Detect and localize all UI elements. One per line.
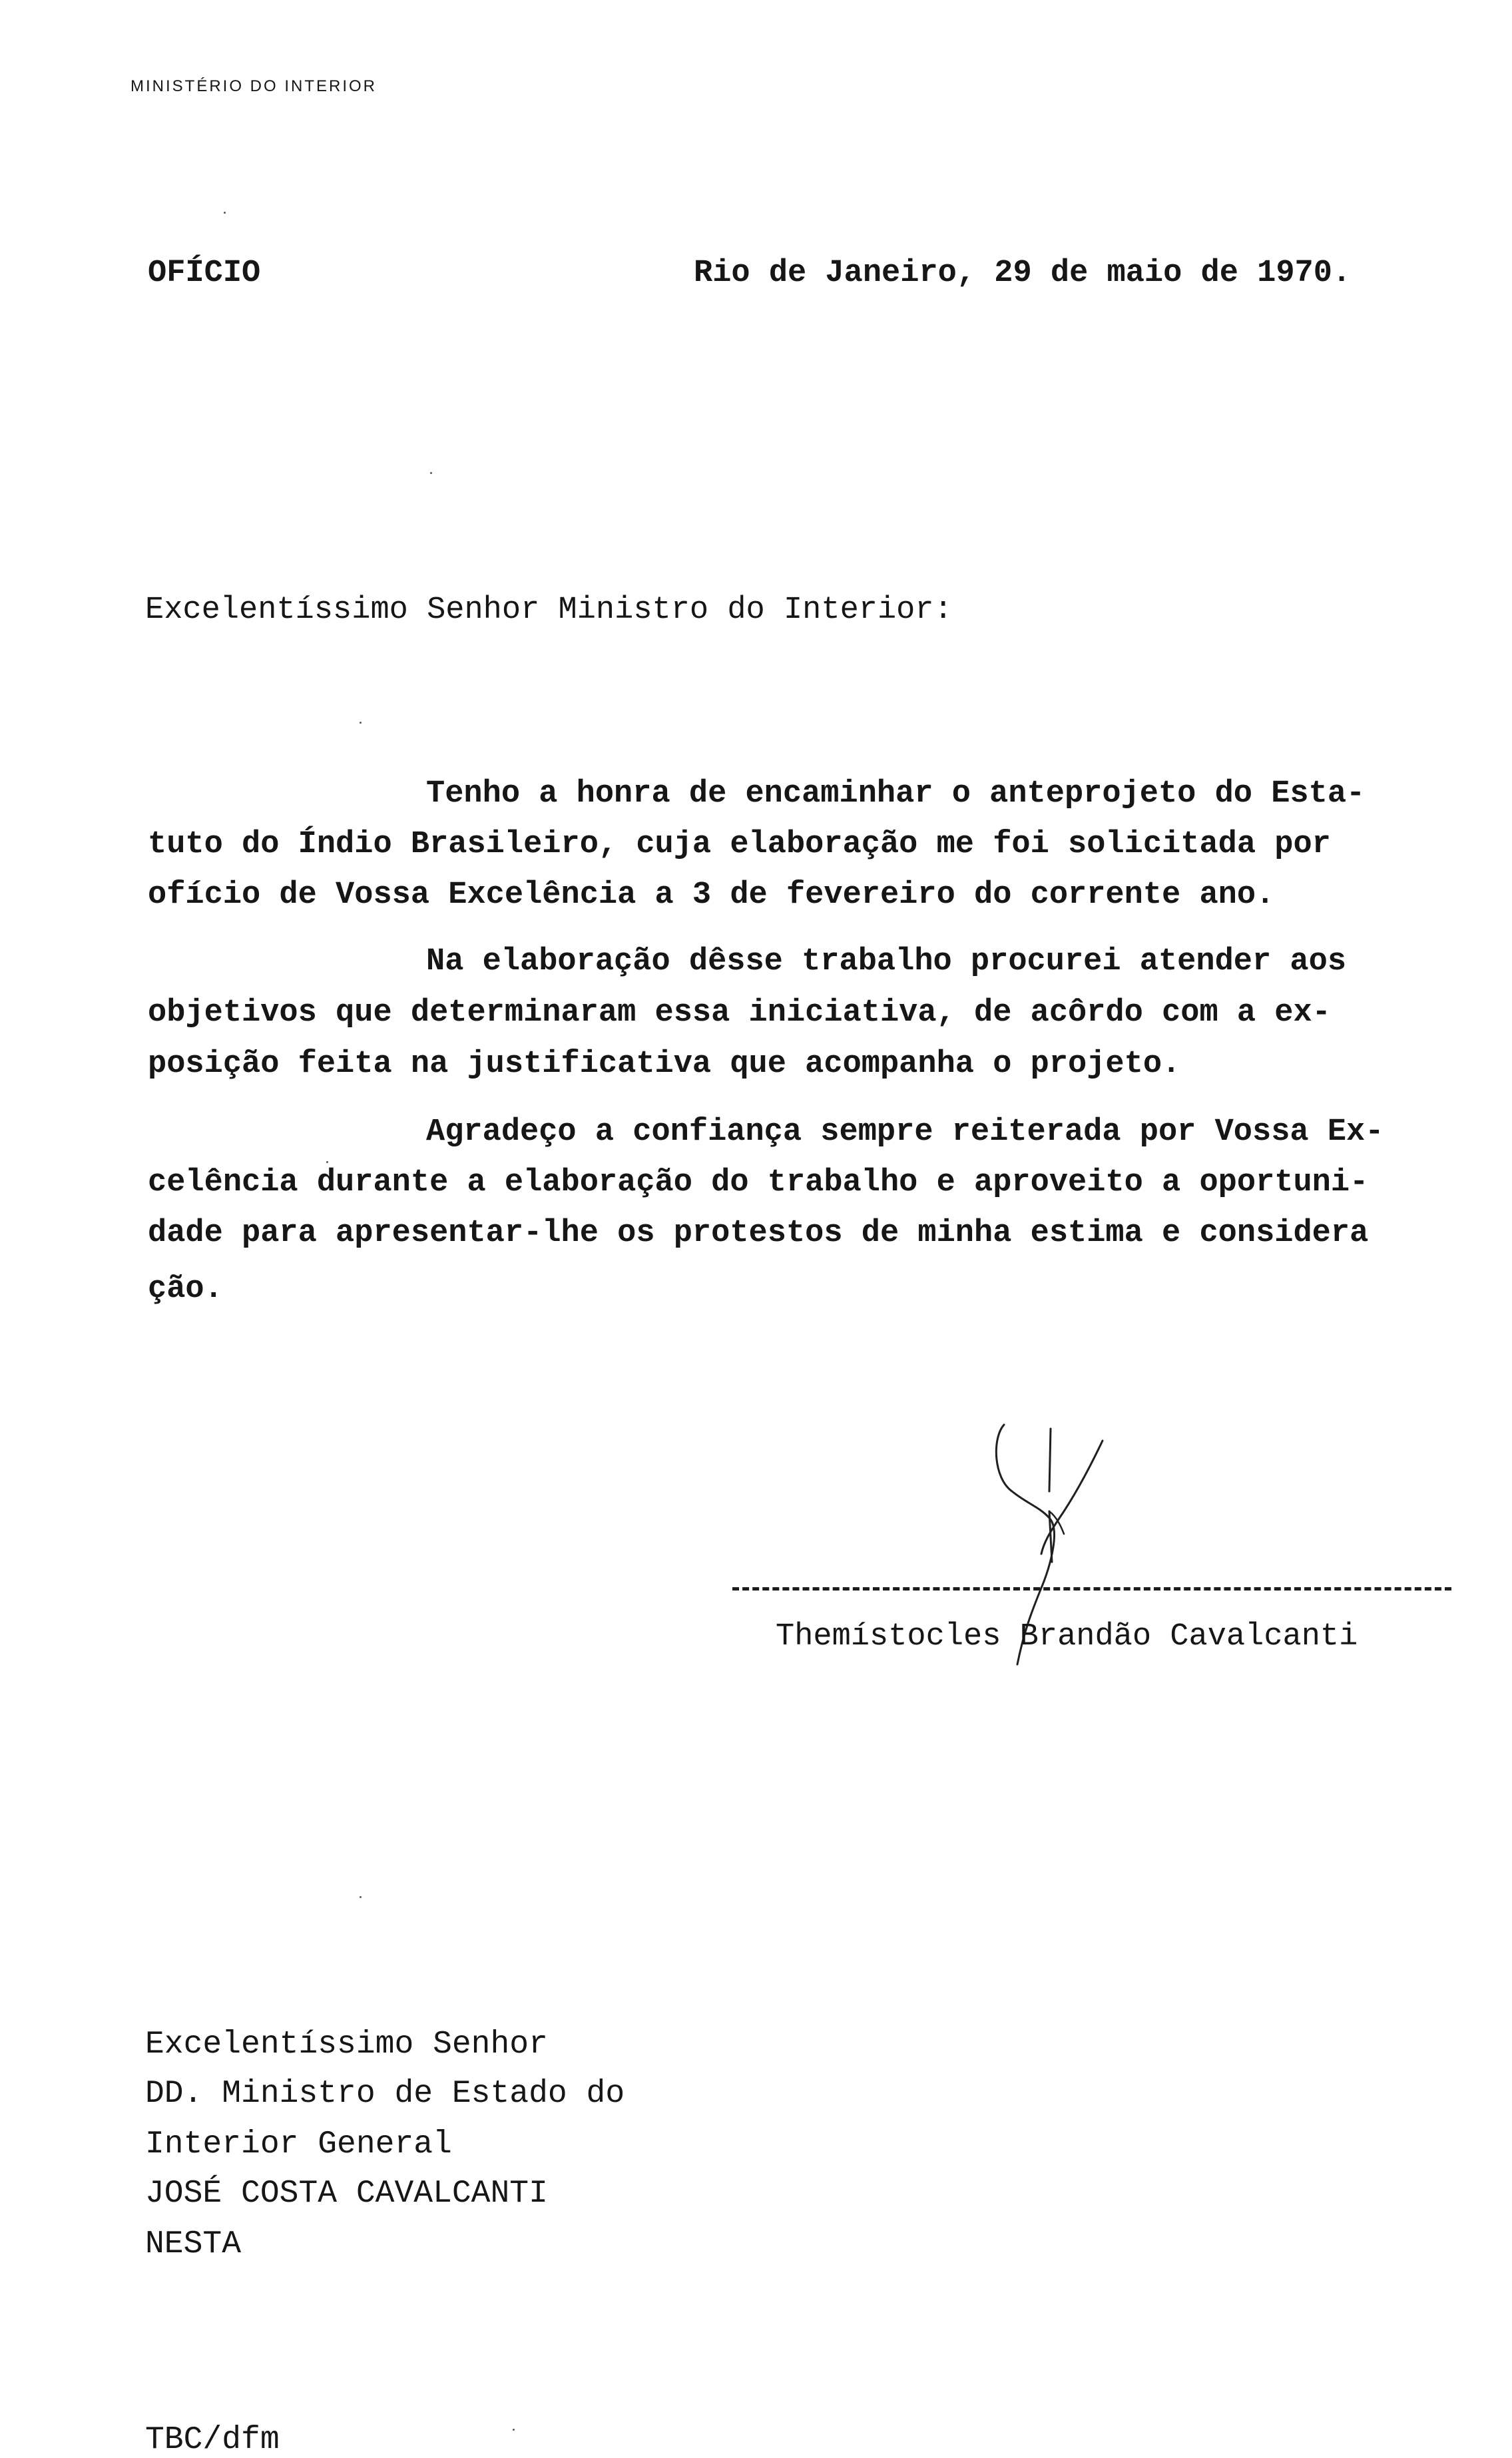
paragraph-line: Agradeço a confiança sempre reiterada por Vossa Ex- [426,1114,1384,1150]
paragraph-line: objetivos que determinaram essa iniciativa, de acôrdo com a ex- [148,995,1331,1031]
scan-speck [513,2429,515,2431]
scan-speck [430,472,432,474]
paragraph-line: dade para apresentar-lhe os protestos de minha estima e considera [148,1216,1369,1251]
paragraph-line: celência durante a elaboração do trabalho e aproveito a oportuni- [148,1165,1369,1200]
paragraph-line: ofício de Vossa Excelência a 3 de fevereiro do corrente ano. [148,877,1275,913]
paragraph-line: Na elaboração dêsse trabalho procurei atender aos [426,944,1347,979]
letterhead: MINISTÉRIO DO INTERIOR [130,77,378,95]
reference-initials: TBC/dfm [145,2422,280,2458]
scan-speck [326,1161,328,1163]
signature-line [732,1587,1451,1598]
scan-speck [360,722,362,724]
addressee-line: NESTA [145,2226,242,2262]
paragraph-line: Tenho a honra de encaminhar o anteprojeto do Esta- [426,776,1366,812]
paragraph-line: tuto do Índio Brasileiro, cuja elaboração me foi solicitada por [148,827,1331,862]
addressee-line: Interior General [145,2126,452,2162]
addressee-line: DD. Ministro de Estado do [145,2076,625,2112]
salutation: Excelentíssimo Senhor Ministro do Interior: [145,593,953,628]
addressee-line: JOSÉ COSTA CAVALCANTI [145,2176,548,2212]
place-and-date: Rio de Janeiro, 29 de maio de 1970. [694,256,1352,291]
scan-speck [360,1896,362,1898]
paragraph-line: posição feita na justificativa que acompanha o projeto. [148,1047,1181,1082]
signatory-name: Themístocles Brandão Cavalcanti [776,1619,1358,1654]
paragraph-line: ção. [148,1272,223,1307]
addressee-line: Excelentíssimo Senhor [145,2027,548,2063]
scan-speck [224,212,226,214]
document-type-label: OFÍCIO [148,256,261,291]
